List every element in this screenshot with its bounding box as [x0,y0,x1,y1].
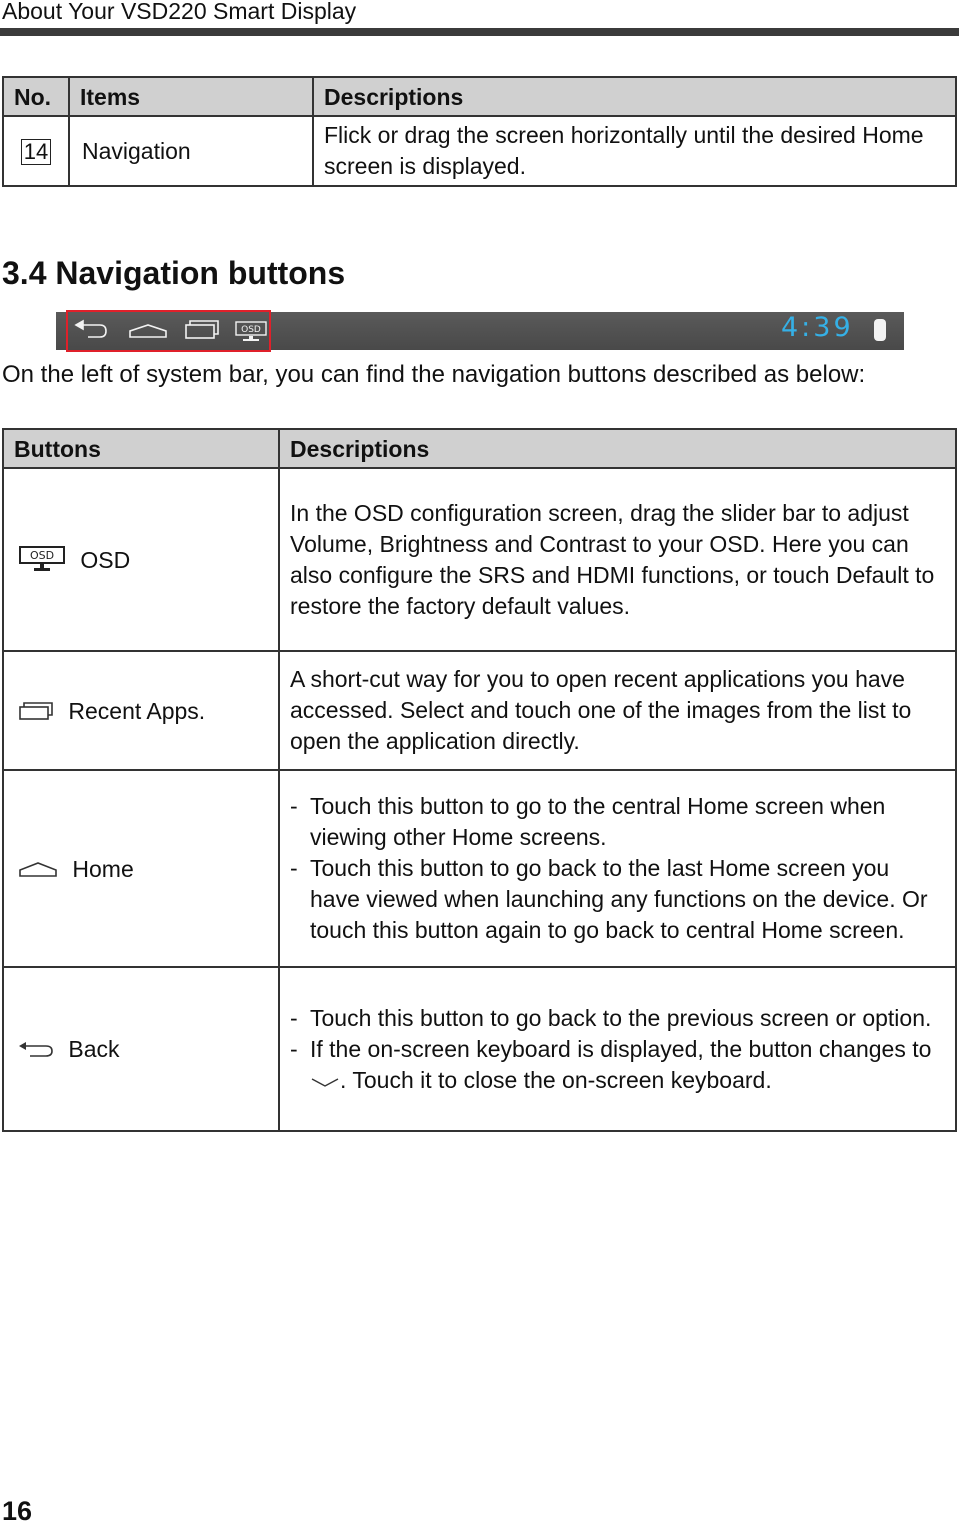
button-label: Back [68,1036,120,1063]
button-label: Home [72,855,134,882]
button-cell-osd [3,468,279,651]
table-row [3,770,956,967]
intro-text: On the left of system bar, you can find the navigation buttons described as below: [2,361,866,388]
table-row [3,116,956,186]
home-icon [18,859,58,879]
back-icon [18,1040,54,1060]
recent-apps-icon [18,700,54,722]
button-description: A short-cut way for you to open recent applications you have accessed. Select and touch one of the images from the list to open the application directly. [279,651,956,770]
bullet-text: Touch this button to go back to the last Home screen you have viewed when launching any functions on the device. Or touch this button again to go back to central Home screen. [310,855,928,943]
table-row [3,468,956,651]
table-row [3,967,956,1131]
clock: 4:39 [781,312,854,343]
items-table [2,76,957,187]
item-number-cell [3,116,69,186]
button-label: OSD [80,546,131,573]
buttons-table-header-row [3,429,956,468]
items-table-header-row [3,77,956,116]
keyboard-hide-icon [310,1076,340,1088]
page-number: 16 [2,1496,33,1526]
nav-buttons-highlight [66,310,271,352]
list-item: - If the on-screen keyboard is displayed, the button changes to . Touch it to close the on-screen keyboard. [290,1035,932,1093]
col-header-descriptions: Descriptions [313,77,956,116]
button-cell-home [3,770,279,967]
col-header-no: No. [3,77,69,116]
list-item: - Touch this button to go to the central Home screen when viewing other Home screens. [290,791,945,853]
osd-icon-text: OSD [241,325,261,335]
button-cell-recent-apps [3,651,279,770]
bluetooth-icon [874,319,886,341]
page-header-title: About Your VSD220 Smart Display [2,0,357,24]
table-row [3,651,956,770]
col-header-buttons: Buttons [3,429,279,468]
header-rule [0,28,959,36]
bullet-text: Touch this button to go back to the previous screen or option. [310,1004,932,1031]
button-description [279,967,956,1131]
bullet-text: Touch this button to go to the central Home screen when viewing other Home screens. [310,793,886,850]
button-label: Recent Apps. [68,697,206,724]
item-number: 14 [21,139,51,165]
osd-icon-text: OSD [29,549,55,563]
buttons-table [2,428,957,1132]
section-title: 3.4 Navigation buttons [2,255,346,291]
osd-icon [18,545,66,575]
button-cell-back [3,967,279,1131]
col-header-items: Items [69,77,313,116]
list-item: - Touch this button to go back to the last Home screen you have viewed when launching any functions on the device. Or touch this button again to go back to central Home screen. [290,853,945,946]
bullet-text-tail: . Touch it to close the on-screen keyboard. [340,1066,772,1093]
button-description: In the OSD configuration screen, drag the slider bar to adjust Volume, Brightness and Contrast to your OSD. Here you can also configure the SRS and HDMI functions, or touch Default to restore the factory default values. [279,468,956,651]
list-item: - Touch this button to go back to the previous screen or option. [290,1003,945,1034]
col-header-descriptions: Descriptions [279,429,956,468]
button-description [279,770,956,967]
bullet-text: If the on-screen keyboard is displayed, the button changes to [310,1035,932,1062]
item-name: Navigation [69,116,313,186]
item-description: Flick or drag the screen horizontally until the desired Home screen is displayed. [313,116,956,186]
